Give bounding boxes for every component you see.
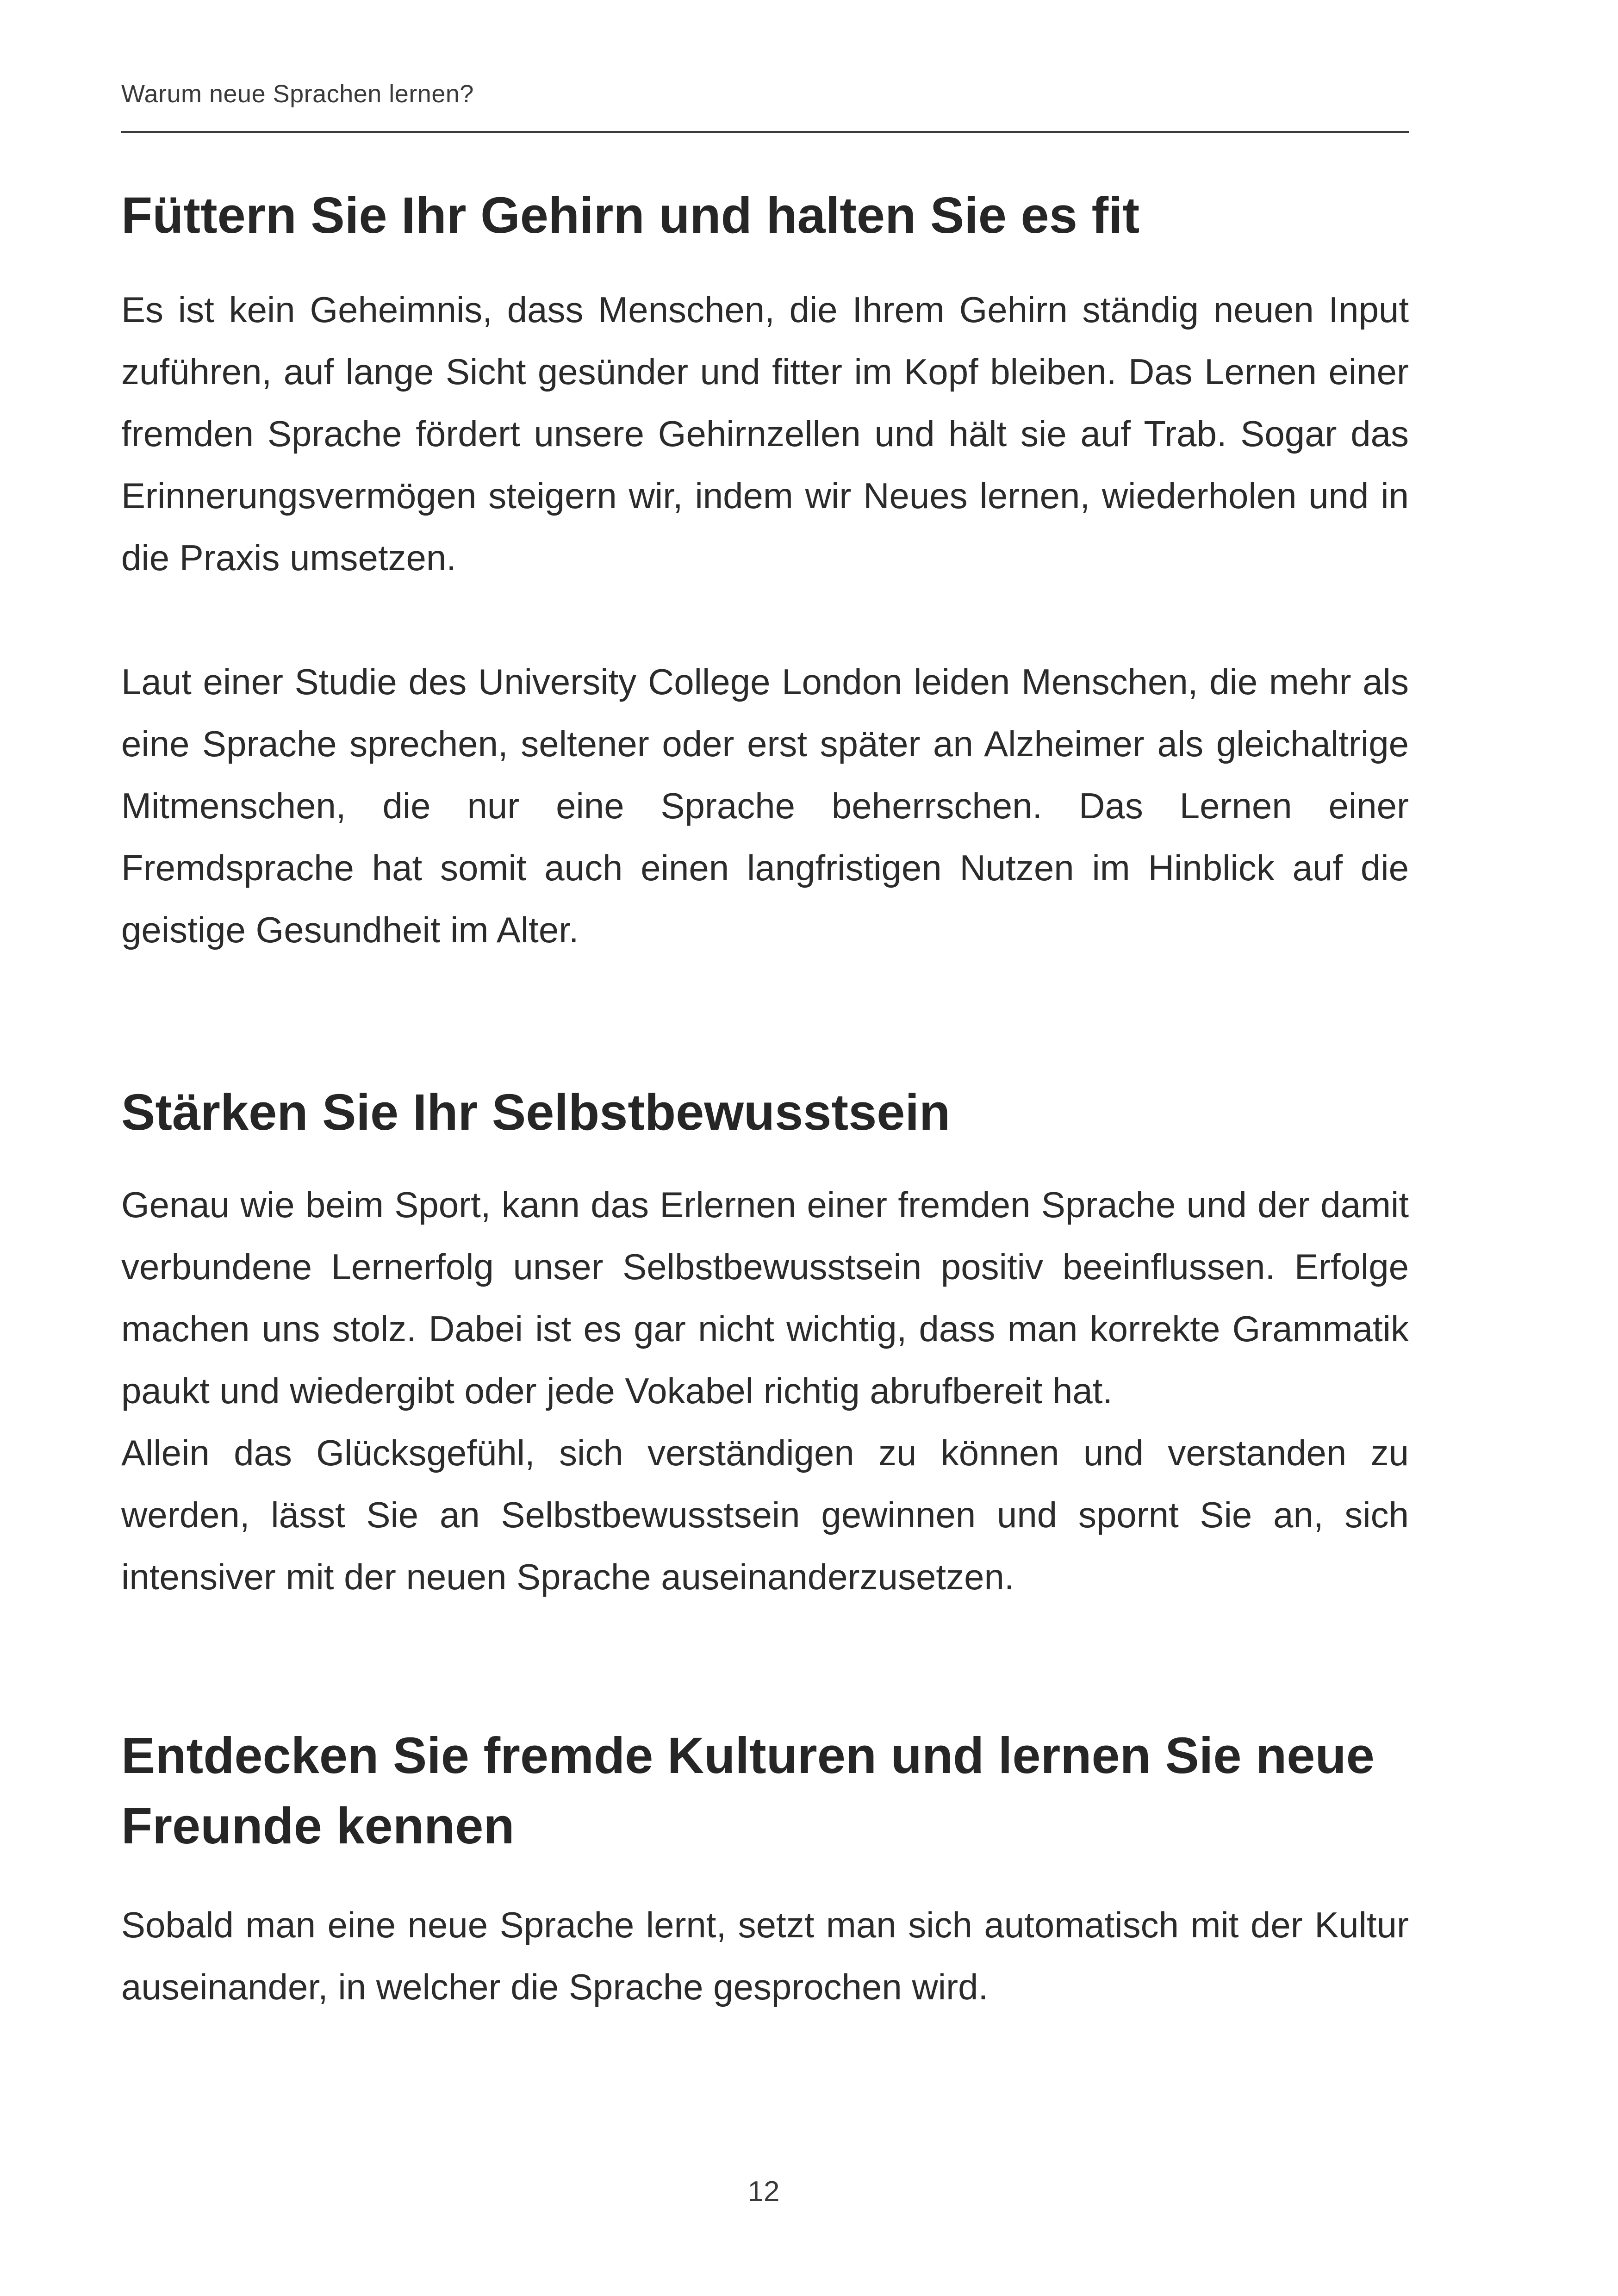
page-content — [121, 176, 1409, 2018]
section-heading-cultures: Entdecken Sie fremde Kulturen und lernen Sie neue Freunde kennen — [121, 1727, 1375, 1854]
section-heading-confidence: Stärken Sie Ihr Selbstbewusstsein — [121, 1084, 951, 1141]
section-heading-brain: Füttern Sie Ihr Gehirn und halten Sie es fit — [121, 187, 1140, 244]
page-number: 12 — [747, 2176, 780, 2208]
running-header: Warum neue Sprachen lernen? — [121, 80, 474, 108]
header-divider — [121, 131, 1409, 133]
section-paragraph: Sobald man eine neue Sprache lernt, setzt man sich automatisch mit der Kultur auseinander, in welcher die Sprache gesprochen wird. — [121, 1904, 1409, 2007]
section-paragraph: Genau wie beim Sport, kann das Erlernen einer fremden Sprache und der damit verbundene Lernerfolg unser Selbstbewusstsein positiv beeinflussen. Erfolge machen uns stolz. Dabei ist es gar nicht wichtig, dass man korrekte Grammatik paukt und wiedergibt oder jede Vokabel richtig abrufbereit hat. — [121, 1184, 1409, 1411]
section-paragraph: Laut einer Studie des University College London leiden Menschen, die mehr als eine Sprache sprechen, seltener oder erst später an Alzheimer als gleichaltrige Mitmenschen, die nur eine Sprache beherrschen. Das Lernen einer Fremdsprache hat somit auch einen langfristigen Nutzen im Hinblick auf die geistige Gesundheit im Alter. — [121, 661, 1409, 950]
section-paragraph: Es ist kein Geheimnis, dass Menschen, die Ihrem Gehirn ständig neuen Input zuführen, auf lange Sicht gesünder und fitter im Kopf bleiben. Das Lernen einer fremden Sprache fördert unsere Gehirnzellen und hält sie auf Trab. Sogar das Erinnerungsvermögen steigern wir, indem wir Neues lernen, wiederholen und in die Praxis umsetzen. — [121, 289, 1409, 578]
section-paragraph: Allein das Glücksgefühl, sich verständigen zu können und verstanden zu werden, lässt Sie an Selbstbewusstsein gewinnen und spornt Sie an, sich intensiver mit der neuen Sprache auseinanderzusetzen. — [121, 1432, 1409, 1597]
